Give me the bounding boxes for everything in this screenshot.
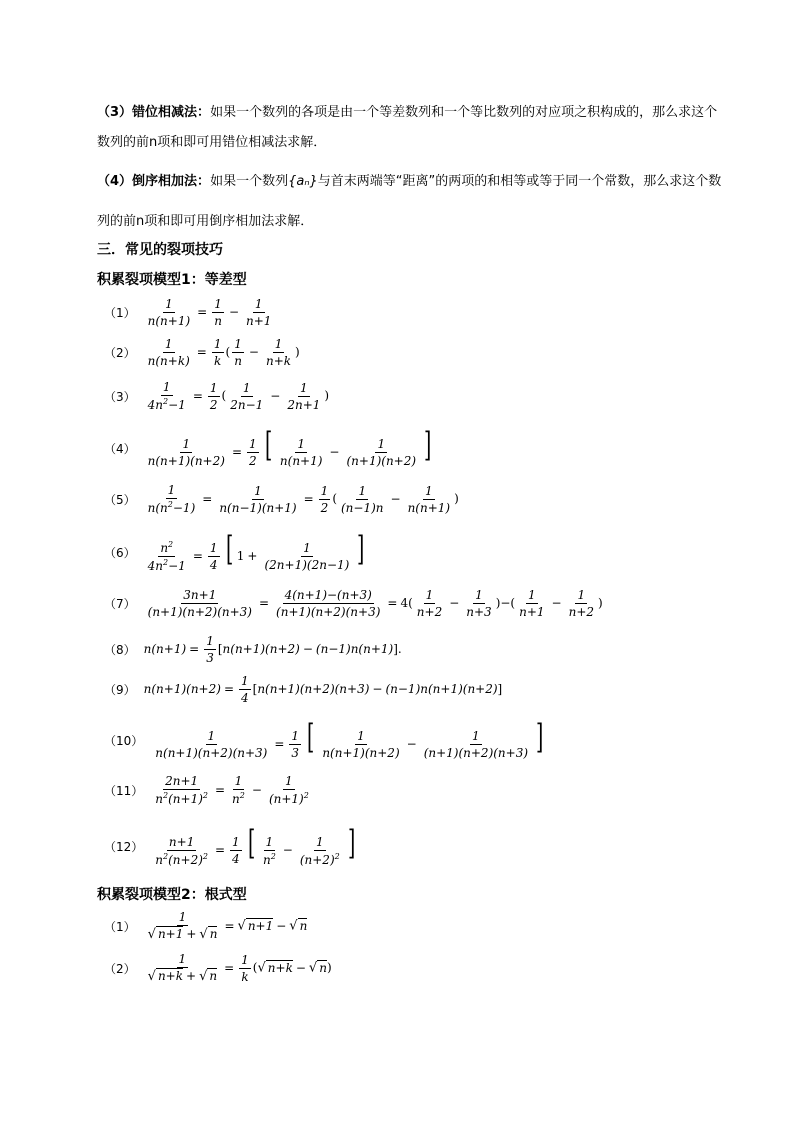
formula-label: （1）: [104, 306, 136, 320]
formula-body: $\frac{1}{4n^2-1}$ = $\frac{1}{2}$ ( $\frac{1}{2n-1}$ − $\frac{1}{2n+1}$ ): [147, 380, 330, 412]
formula-body: $\frac{1}{n(n+1)(n+2)}$ = $\frac{1}{2}$ [ $\frac{1}{n(n+1)}$ − $\frac{1}{(n+1)(n+2)}$ ]: [147, 425, 432, 468]
formula-label: （1）: [104, 919, 136, 934]
formula-label: （6）: [104, 546, 136, 560]
formula-row: [104, 717, 547, 760]
formula-row: [104, 588, 603, 619]
formula-body: $\frac{2n+1}{n^2(n+1)^2}$ = $\frac{1}{n^2}$ − $\frac{1}{(n+1)^2}$: [155, 774, 309, 806]
formula-label: （10）: [104, 733, 144, 748]
formula-body: $\frac{1}{√ n+k + √ n}$ = $\frac{1}{k}$ (√ n+k − √ n): [147, 952, 332, 984]
formula-label: （11）: [104, 783, 144, 798]
formula-row: [104, 774, 313, 806]
method-paragraph-4: [97, 162, 727, 242]
formula-body: $\frac{1}{n(n+1)}$ = $\frac{1}{n}$ − $\frac{1}{n+1}$: [147, 297, 272, 328]
method-number: （3）: [97, 105, 133, 120]
formula-label: （2）: [104, 346, 136, 360]
method-text-after: 与首末两端等“距离”的两项的和相等或等于同一个常数，那么求这个数列的前n项和即可用倒序相加法求解．: [97, 174, 722, 229]
formula-row: [104, 425, 435, 468]
formula-label: （4）: [104, 441, 136, 456]
sequence-symbol: {aₙ}: [288, 174, 318, 189]
formula-label: （3）: [104, 389, 136, 404]
formula-label: （7）: [104, 597, 136, 611]
formula-row: [104, 823, 359, 867]
method-name: 倒序相加法：: [132, 174, 211, 189]
formula-label: （12）: [104, 839, 144, 854]
formula-body: n(n+1)(n+2) = $\frac{1}{4}$ [n(n+1)(n+2)(n+3) − (n−1)n(n+1)(n+2)]: [143, 674, 503, 705]
formula-body: $\frac{1}{n(n+1)(n+2)(n+3)}$ = $\frac{1}{3}$ [ $\frac{1}{n(n+1)(n+2)}$ − $\frac{1}{(n+1)(n+2)(n+3)}$ ]: [155, 717, 544, 760]
method-text-before: 如果一个数列: [210, 174, 289, 189]
method-paragraph-3: [97, 98, 727, 158]
method-number: （4）: [97, 174, 133, 189]
section-heading: 三．常见的裂项技巧: [97, 242, 223, 258]
formula-row: [104, 952, 332, 984]
formula-body: $\frac{n^2}{4n^2-1}$ = $\frac{1}{4}$ [ 1 + $\frac{1}{(2n+1)(2n-1)}$ ]: [147, 529, 365, 573]
formula-body: $\frac{1}{n(n^2-1)}$ = $\frac{1}{n(n-1)(n+1)}$ = $\frac{1}{2}$ ( $\frac{1}{(n-1)n}$ − $\frac{1}{n(n+1)}$ ): [147, 483, 459, 515]
formula-body: n(n+1) = $\frac{1}{3}$ [n(n+1)(n+2) − (n−1)n(n+1)].: [143, 634, 402, 665]
method-text: 如果一个数列的各项是由一个等差数列和一个等比数列的对应项之积构成的，那么求这个数列的前n项和即可用错位相减法求解．: [97, 105, 718, 150]
formula-row: [104, 483, 459, 515]
method-name: 错位相减法：: [132, 105, 211, 120]
formula-body: $\frac{n+1}{n^2(n+2)^2}$ = $\frac{1}{4}$ [ $\frac{1}{n^2}$ − $\frac{1}{(n+2)^2}$ ]: [155, 823, 355, 867]
formula-row: [104, 337, 300, 368]
formula-body: $\frac{3n+1}{(n+1)(n+2)(n+3)}$ = $\frac{4(n+1)-(n+3)}{(n+1)(n+2)(n+3)}$ = 4( $\frac{1}{n+2}$ − $\frac{1}{n+3}$ )−( $\frac{1}{n+1}$ − $\frac{1}{n+2}$ ): [147, 588, 603, 619]
formula-label: （2）: [104, 961, 136, 976]
formula-row: [104, 529, 369, 573]
formula-label: （5）: [104, 492, 136, 507]
formula-row: [104, 910, 307, 942]
formula-body: $\frac{1}{√ n+1 + √ n}$ = √ n+1 − √ n: [147, 910, 308, 942]
formula-label: （8）: [104, 643, 136, 657]
formula-body: $\frac{1}{n(n+k)}$ = $\frac{1}{k}$ ( $\frac{1}{n}$ − $\frac{1}{n+k}$ ): [147, 337, 300, 368]
formula-label: （9）: [104, 683, 136, 697]
formula-row: [104, 297, 275, 328]
formula-row: [104, 634, 402, 665]
formula-row: [104, 674, 502, 705]
formula-row: [104, 380, 329, 412]
model1-title: 积累裂项模型1：等差型: [97, 272, 247, 288]
model2-title: 积累裂项模型2：根式型: [97, 887, 247, 903]
